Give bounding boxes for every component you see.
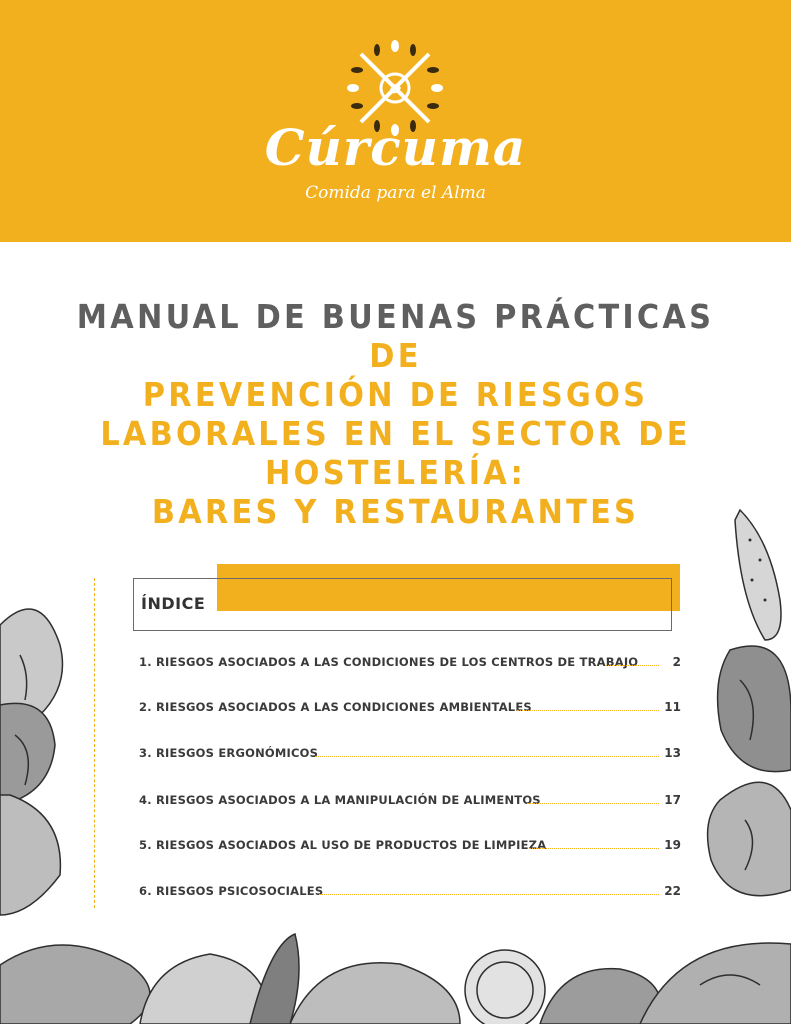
- toc-item[interactable]: [139, 700, 681, 716]
- document-title: [68, 297, 722, 531]
- toc-item[interactable]: [139, 884, 681, 900]
- toc-leader: [527, 803, 659, 804]
- toc-item-page: 19: [664, 838, 681, 852]
- title-line-2: PREVENCIÓN DE RIESGOS: [142, 375, 649, 414]
- index-vertical-guide: [94, 578, 95, 908]
- toc-item-text: 6. RIESGOS PSICOSOCIALES: [139, 884, 324, 898]
- toc-item[interactable]: [139, 655, 681, 671]
- index-header-box: [133, 578, 672, 631]
- toc-leader: [529, 848, 659, 849]
- toc-item-text: 3. RIESGOS ERGONÓMICOS: [139, 746, 319, 760]
- toc-item[interactable]: [139, 746, 681, 762]
- title-line-5: BARES Y RESTAURANTES: [151, 492, 640, 531]
- toc-leader: [315, 756, 659, 757]
- toc-item-page: 11: [664, 700, 681, 714]
- toc-item-page: 2: [672, 655, 681, 669]
- artichoke-illustration-icon: [0, 595, 95, 925]
- title-part-dark: MANUAL DE BUENAS PRÁCTICAS: [76, 297, 715, 336]
- toc-item[interactable]: [139, 838, 681, 854]
- toc-leader: [517, 710, 659, 711]
- toc-item-text: 1. RIESGOS ASOCIADOS A LAS CONDICIONES DE LOS CENTROS DE TRABAJO: [139, 655, 639, 669]
- toc-item[interactable]: [139, 793, 681, 809]
- title-part-gold: DE: [369, 336, 422, 375]
- toc-leader: [319, 894, 659, 895]
- toc-leader: [605, 665, 659, 666]
- vegetables-illustration-icon: [0, 925, 791, 1024]
- cucumber-illustration-icon: [690, 500, 791, 930]
- toc-item-text: 5. RIESGOS ASOCIADOS AL USO DE PRODUCTOS DE LIMPIEZA: [139, 838, 547, 852]
- brand-tagline: Comida para el Alma: [305, 183, 486, 203]
- toc-item-page: 22: [664, 884, 681, 898]
- index-heading: ÍNDICE: [141, 594, 206, 613]
- title-line-4: HOSTELERÍA:: [265, 453, 526, 492]
- title-line-3: LABORALES EN EL SECTOR DE: [100, 414, 691, 453]
- toc-item-page: 13: [664, 746, 681, 760]
- toc-item-text: 2. RIESGOS ASOCIADOS A LAS CONDICIONES AMBIENTALES: [139, 700, 532, 714]
- header-banner: [0, 0, 791, 242]
- brand-name: Cúrcuma: [264, 118, 527, 177]
- toc-item-text: 4. RIESGOS ASOCIADOS A LA MANIPULACIÓN DE ALIMENTOS: [139, 793, 541, 807]
- toc-item-page: 17: [664, 793, 681, 807]
